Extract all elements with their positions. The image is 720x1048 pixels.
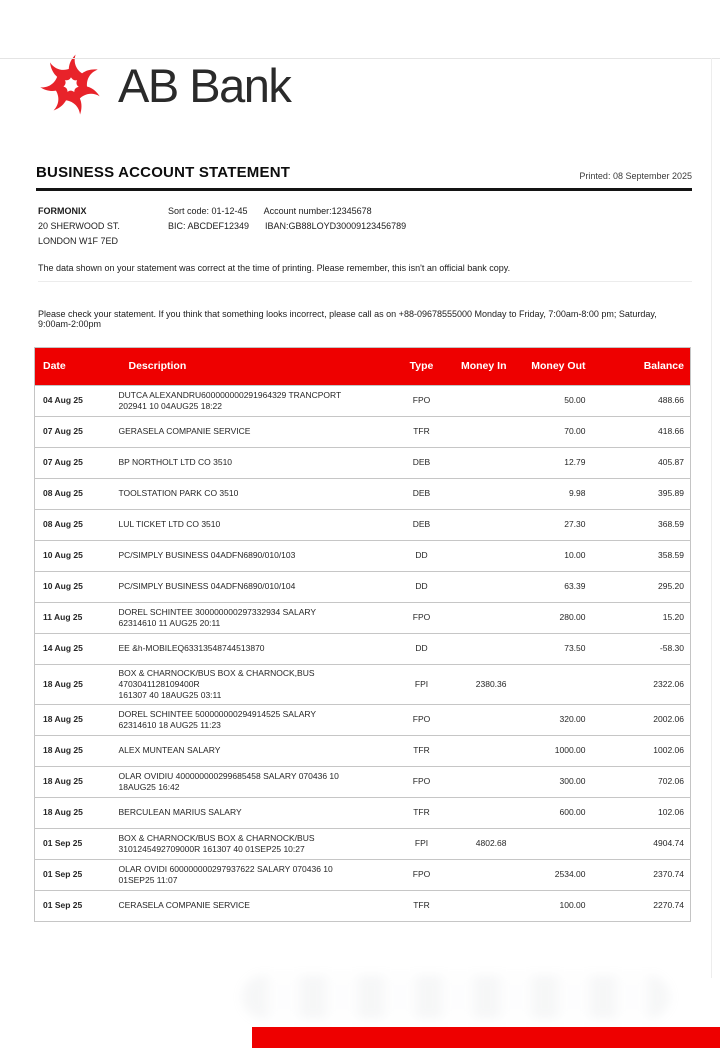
money-in-cell bbox=[451, 447, 515, 478]
type-cell: TFR bbox=[393, 890, 451, 921]
bank-header bbox=[34, 48, 720, 122]
description-cell: BOX & CHARNOCK/BUS BOX & CHARNOCK/BUS 3101245492709000R 161307 40 01SEP25 10:27 bbox=[111, 828, 393, 859]
date-cell: 14 Aug 25 bbox=[35, 633, 111, 664]
date-cell: 04 Aug 25 bbox=[35, 385, 111, 416]
money-out-cell: 280.00 bbox=[515, 602, 599, 633]
col-header-type: Type bbox=[393, 347, 451, 385]
balance-cell: 395.89 bbox=[599, 478, 691, 509]
balance-cell: 295.20 bbox=[599, 571, 691, 602]
table-row bbox=[35, 416, 691, 447]
table-row bbox=[35, 478, 691, 509]
money-in-cell bbox=[451, 602, 515, 633]
description-cell: DOREL SCHINTEE 500000000294914525 SALARY 62314610 18 AUG25 11:23 bbox=[111, 704, 393, 735]
page-top-hairline bbox=[0, 58, 720, 59]
date-cell: 18 Aug 25 bbox=[35, 735, 111, 766]
money-in-cell bbox=[451, 766, 515, 797]
money-out-cell: 100.00 bbox=[515, 890, 599, 921]
account-address-block bbox=[38, 204, 168, 249]
table-row bbox=[35, 704, 691, 735]
page-right-hairline bbox=[711, 58, 712, 978]
balance-cell: 702.06 bbox=[599, 766, 691, 797]
table-row bbox=[35, 735, 691, 766]
money-out-cell: 320.00 bbox=[515, 704, 599, 735]
table-row bbox=[35, 509, 691, 540]
balance-cell: 2270.74 bbox=[599, 890, 691, 921]
date-cell: 01 Sep 25 bbox=[35, 859, 111, 890]
date-cell: 08 Aug 25 bbox=[35, 509, 111, 540]
money-out-cell bbox=[515, 664, 599, 704]
type-cell: FPO bbox=[393, 704, 451, 735]
balance-cell: 405.87 bbox=[599, 447, 691, 478]
money-in-cell bbox=[451, 540, 515, 571]
date-cell: 01 Sep 25 bbox=[35, 828, 111, 859]
description-cell: GERASELA COMPANIE SERVICE bbox=[111, 416, 393, 447]
type-cell: TFR bbox=[393, 735, 451, 766]
money-in-cell: 2380.36 bbox=[451, 664, 515, 704]
money-in-cell bbox=[451, 416, 515, 447]
money-out-cell bbox=[515, 828, 599, 859]
type-cell: FPO bbox=[393, 602, 451, 633]
balance-cell: 4904.74 bbox=[599, 828, 691, 859]
balance-cell: 1002.06 bbox=[599, 735, 691, 766]
date-cell: 07 Aug 25 bbox=[35, 416, 111, 447]
type-cell: FPI bbox=[393, 664, 451, 704]
transactions-table bbox=[34, 347, 691, 922]
money-out-cell: 600.00 bbox=[515, 797, 599, 828]
balance-cell: 358.59 bbox=[599, 540, 691, 571]
statement-disclaimer: The data shown on your statement was correct at the time of printing. Please remember, this isn't an official bank copy. bbox=[38, 262, 511, 273]
money-out-cell: 27.30 bbox=[515, 509, 599, 540]
description-cell: DUTCA ALEXANDRU600000000291964329 TRANCPORT 202941 10 04AUG25 18:22 bbox=[111, 385, 393, 416]
money-out-cell: 12.79 bbox=[515, 447, 599, 478]
type-cell: DD bbox=[393, 633, 451, 664]
date-cell: 11 Aug 25 bbox=[35, 602, 111, 633]
balance-cell: 2322.06 bbox=[599, 664, 691, 704]
description-cell: BP NORTHOLT LTD CO 3510 bbox=[111, 447, 393, 478]
sort-code-row bbox=[168, 204, 406, 219]
balance-cell: 2002.06 bbox=[599, 704, 691, 735]
table-row bbox=[35, 890, 691, 921]
money-in-cell bbox=[451, 633, 515, 664]
type-cell: TFR bbox=[393, 416, 451, 447]
money-out-cell: 73.50 bbox=[515, 633, 599, 664]
description-cell: PC/SIMPLY BUSINESS 04ADFN6890/010/104 bbox=[111, 571, 393, 602]
type-cell: TFR bbox=[393, 797, 451, 828]
money-in-cell: 4802.68 bbox=[451, 828, 515, 859]
table-row bbox=[35, 633, 691, 664]
iban: IBAN:GB88LOYD30009123456789 bbox=[265, 220, 407, 231]
printed-date: Printed: 08 September 2025 bbox=[579, 171, 692, 181]
table-row bbox=[35, 797, 691, 828]
balance-cell: 488.66 bbox=[599, 385, 691, 416]
description-cell: OLAR OVIDI 600000000297937622 SALARY 070436 10 01SEP25 11:07 bbox=[111, 859, 393, 890]
money-in-cell bbox=[451, 571, 515, 602]
description-cell: PC/SIMPLY BUSINESS 04ADFN6890/010/103 bbox=[111, 540, 393, 571]
bic-iban-row bbox=[168, 219, 406, 234]
date-cell: 18 Aug 25 bbox=[35, 766, 111, 797]
type-cell: DD bbox=[393, 540, 451, 571]
description-cell: BERCULEAN MARIUS SALARY bbox=[111, 797, 393, 828]
table-row bbox=[35, 859, 691, 890]
statement-page bbox=[0, 48, 720, 922]
col-header-date: Date bbox=[35, 347, 111, 385]
money-in-cell bbox=[451, 704, 515, 735]
table-row bbox=[35, 540, 691, 571]
description-cell: LUL TICKET LTD CO 3510 bbox=[111, 509, 393, 540]
description-cell: BOX & CHARNOCK/BUS BOX & CHARNOCK,BUS 4703041128109400R 161307 40 18AUG25 03:11 bbox=[111, 664, 393, 704]
transactions-body bbox=[35, 385, 691, 921]
balance-cell: -58.30 bbox=[599, 633, 691, 664]
account-info bbox=[38, 204, 692, 249]
col-header-money-out: Money Out bbox=[515, 347, 599, 385]
statement-title-bar bbox=[36, 164, 692, 191]
page-title: BUSINESS ACCOUNT STATEMENT bbox=[36, 164, 291, 181]
money-in-cell bbox=[451, 797, 515, 828]
date-cell: 18 Aug 25 bbox=[35, 797, 111, 828]
type-cell: FPO bbox=[393, 859, 451, 890]
date-cell: 01 Sep 25 bbox=[35, 890, 111, 921]
contact-note: Please check your statement. If you think that something looks incorrect, please call as on +88-09678555000 Monday to Friday, 7:00am-8:00 pm; Saturday, 9:00am-2:00pm bbox=[38, 308, 657, 329]
money-out-cell: 300.00 bbox=[515, 766, 599, 797]
table-row bbox=[35, 766, 691, 797]
type-cell: DEB bbox=[393, 447, 451, 478]
address-line-2: LONDON W1F 7ED bbox=[38, 235, 119, 246]
date-cell: 18 Aug 25 bbox=[35, 704, 111, 735]
table-row bbox=[35, 828, 691, 859]
table-row bbox=[35, 385, 691, 416]
description-cell: DOREL SCHINTEE 300000000297332934 SALARY 62314610 11 AUG25 20:11 bbox=[111, 602, 393, 633]
description-cell: TOOLSTATION PARK CO 3510 bbox=[111, 478, 393, 509]
date-cell: 07 Aug 25 bbox=[35, 447, 111, 478]
type-cell: DEB bbox=[393, 509, 451, 540]
bottom-red-bar bbox=[252, 1027, 720, 1048]
money-out-cell: 2534.00 bbox=[515, 859, 599, 890]
table-header bbox=[35, 347, 691, 385]
account-numbers-block bbox=[168, 204, 406, 249]
type-cell: DEB bbox=[393, 478, 451, 509]
description-cell: CERASELA COMPANIE SERVICE bbox=[111, 890, 393, 921]
watermark-smudge bbox=[242, 975, 670, 1019]
balance-cell: 15.20 bbox=[599, 602, 691, 633]
description-cell: EE &h-MOBILEQ63313548744513870 bbox=[111, 633, 393, 664]
money-in-cell bbox=[451, 735, 515, 766]
money-out-cell: 1000.00 bbox=[515, 735, 599, 766]
col-header-money-in: Money In bbox=[451, 347, 515, 385]
date-cell: 10 Aug 25 bbox=[35, 571, 111, 602]
money-out-cell: 70.00 bbox=[515, 416, 599, 447]
date-cell: 18 Aug 25 bbox=[35, 664, 111, 704]
bic: BIC: ABCDEF12349 bbox=[168, 220, 250, 231]
col-header-balance: Balance bbox=[599, 347, 691, 385]
description-cell: ALEX MUNTEAN SALARY bbox=[111, 735, 393, 766]
money-out-cell: 10.00 bbox=[515, 540, 599, 571]
table-row bbox=[35, 447, 691, 478]
brand-name: AB Bank bbox=[118, 58, 291, 112]
balance-cell: 2370.74 bbox=[599, 859, 691, 890]
table-row bbox=[35, 571, 691, 602]
money-in-cell bbox=[451, 859, 515, 890]
date-cell: 10 Aug 25 bbox=[35, 540, 111, 571]
type-cell: FPO bbox=[393, 385, 451, 416]
balance-cell: 418.66 bbox=[599, 416, 691, 447]
account-holder-name: FORMONIX bbox=[38, 206, 87, 216]
type-cell: DD bbox=[393, 571, 451, 602]
money-in-cell bbox=[451, 509, 515, 540]
address-line-1: 20 SHERWOOD ST. bbox=[38, 220, 120, 231]
account-number: Account number:12345678 bbox=[263, 206, 372, 216]
balance-cell: 368.59 bbox=[599, 509, 691, 540]
table-row bbox=[35, 664, 691, 704]
money-in-cell bbox=[451, 890, 515, 921]
table-row bbox=[35, 602, 691, 633]
money-in-cell bbox=[451, 385, 515, 416]
balance-cell: 102.06 bbox=[599, 797, 691, 828]
type-cell: FPO bbox=[393, 766, 451, 797]
money-out-cell: 9.98 bbox=[515, 478, 599, 509]
col-header-description: Description bbox=[111, 347, 393, 385]
money-out-cell: 50.00 bbox=[515, 385, 599, 416]
sort-code: Sort code: 01-12-45 bbox=[168, 206, 248, 216]
money-out-cell: 63.39 bbox=[515, 571, 599, 602]
ab-bank-logo-icon bbox=[34, 48, 108, 122]
date-cell: 08 Aug 25 bbox=[35, 478, 111, 509]
divider bbox=[38, 281, 692, 282]
money-in-cell bbox=[451, 478, 515, 509]
description-cell: OLAR OVIDIU 400000000299685458 SALARY 070436 10 18AUG25 16:42 bbox=[111, 766, 393, 797]
type-cell: FPI bbox=[393, 828, 451, 859]
